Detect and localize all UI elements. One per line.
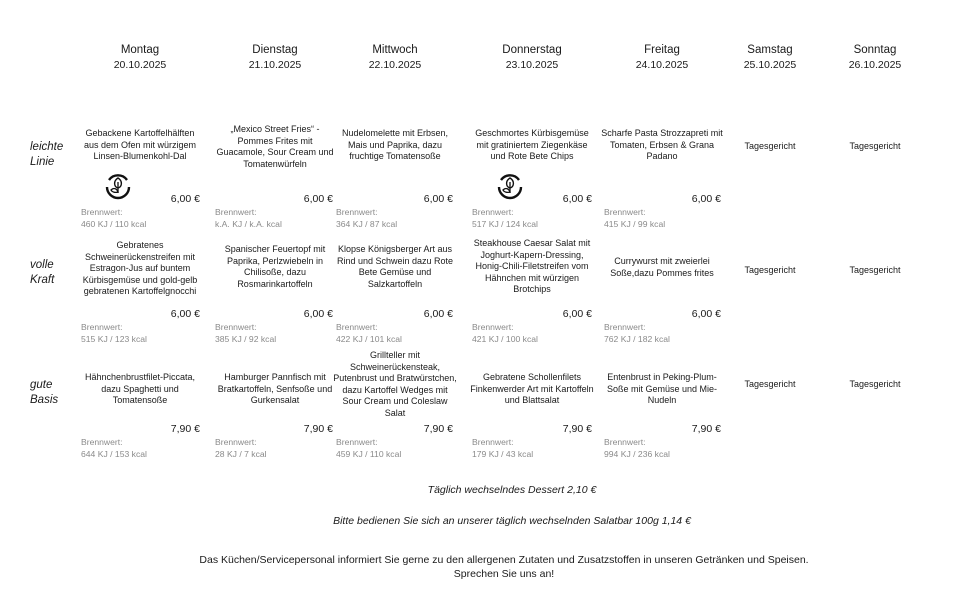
nutrition-value: 460 KJ / 110 kcal xyxy=(81,219,147,229)
nutrition-label: Brennwert: xyxy=(336,322,378,332)
nutrition-label: Brennwert: xyxy=(215,207,257,217)
day-name: Mittwoch xyxy=(372,44,418,56)
day-name: Samstag xyxy=(747,44,793,56)
row-label-line: Linie xyxy=(30,156,55,168)
nutrition-value: 517 KJ / 124 kcal xyxy=(472,219,538,229)
dish-description: Geschmortes Kürbisgemüse mit gratiniertem Ziegenkäse und Rote Bete Chips xyxy=(475,128,589,162)
nutrition-info xyxy=(81,321,147,345)
price: 7,90 € xyxy=(303,423,333,435)
nutrition-value: 385 KJ / 92 kcal xyxy=(215,334,277,344)
row-label xyxy=(30,258,54,288)
nutrition-info xyxy=(604,436,670,460)
row-label-line: volle xyxy=(30,259,54,271)
row-label-line: Basis xyxy=(30,394,59,406)
price: 6,00 € xyxy=(691,308,721,320)
nutrition-value: 644 KJ / 153 kcal xyxy=(81,449,147,459)
nutrition-info xyxy=(336,436,401,460)
nutrition-label: Brennwert: xyxy=(472,437,514,447)
weekend-dish: Tagesgericht xyxy=(744,141,796,151)
vegetarian-leaf-icon xyxy=(495,171,525,201)
dish-description: Hamburger Pannfisch mit Bratkartoffeln, Senfsoße und Gurkensalat xyxy=(217,372,333,406)
nutrition-value: 994 KJ / 236 kcal xyxy=(604,449,670,459)
day-name: Sonntag xyxy=(853,44,897,56)
dish-description: Gebratene Schollenfilets Finkenwerder Art mit Kartoffeln und Blattsalat xyxy=(470,372,594,406)
day-header xyxy=(220,43,330,73)
day-name: Dienstag xyxy=(252,44,298,56)
nutrition-value: 179 KJ / 43 kcal xyxy=(472,449,534,459)
nutrition-label: Brennwert: xyxy=(604,322,646,332)
nutrition-value: 762 KJ / 182 kcal xyxy=(604,334,670,344)
nutrition-label: Brennwert: xyxy=(215,437,257,447)
price: 6,00 € xyxy=(423,308,453,320)
day-header xyxy=(820,43,930,73)
dish-description: Grillteller mit Schweinerückensteak, Putenbrust und Bratwürstchen, dazu Kartoffel Wedges mit Sour Cream und Coleslaw Salat xyxy=(333,350,457,418)
price: 6,00 € xyxy=(562,308,592,320)
price: 7,90 € xyxy=(562,423,592,435)
day-header xyxy=(607,43,717,73)
row-label-line: gute xyxy=(30,379,53,391)
nutrition-label: Brennwert: xyxy=(81,322,123,332)
nutrition-info xyxy=(604,206,665,230)
dish-description: Currywurst mit zweierlei Soße,dazu Pommes frites xyxy=(610,256,714,278)
day-date: 26.10.2025 xyxy=(848,59,902,71)
vegetarian-leaf-icon xyxy=(103,171,133,201)
dessert-note: Täglich wechselndes Dessert 2,10 € xyxy=(427,484,597,496)
dish-description: Gebratenes Schweinerückenstreifen mit Estragon-Jus auf buntem Kürbisgemüse und gold-gelb gebratenen Kartoffelgnocchi xyxy=(82,240,198,297)
day-date: 22.10.2025 xyxy=(368,59,422,71)
salatbar-note: Bitte bedienen Sie sich an unserer täglich wechselnden Salatbar 100g 1,14 € xyxy=(333,515,691,527)
weekend-dish: Tagesgericht xyxy=(849,379,901,389)
nutrition-label: Brennwert: xyxy=(215,322,257,332)
day-date: 21.10.2025 xyxy=(248,59,302,71)
price: 6,00 € xyxy=(303,193,333,205)
nutrition-info xyxy=(604,321,670,345)
weekend-dish: Tagesgericht xyxy=(849,265,901,275)
dish-description: Spanischer Feuertopf mit Paprika, Perlzwiebeln in Chilisoße, dazu Rosmarinkartoffeln xyxy=(224,244,326,289)
nutrition-label: Brennwert: xyxy=(604,437,646,447)
day-date: 25.10.2025 xyxy=(743,59,797,71)
dish-description: Entenbrust in Peking-Plum-Soße mit Gemüse und Mie-Nudeln xyxy=(606,372,718,406)
day-header xyxy=(340,43,450,73)
nutrition-info xyxy=(336,206,397,230)
day-header xyxy=(85,43,195,73)
allergen-note-line1: Das Küchen/Servicepersonal informiert Sie gerne zu den allergenen Zutaten und Zusatzstoffen in unseren Getränken und Speisen. xyxy=(199,554,809,566)
nutrition-value: 515 KJ / 123 kcal xyxy=(81,334,147,344)
row-label xyxy=(30,140,63,170)
nutrition-info xyxy=(472,436,533,460)
dish-description: Hähnchenbrustfilet-Piccata, dazu Spaghetti und Tomatensoße xyxy=(84,372,196,406)
nutrition-info xyxy=(472,321,538,345)
row-label xyxy=(30,378,58,408)
nutrition-label: Brennwert: xyxy=(604,207,646,217)
weekend-dish: Tagesgericht xyxy=(849,141,901,151)
weekend-dish: Tagesgericht xyxy=(744,379,796,389)
day-header xyxy=(477,43,587,73)
row-label-line: leichte xyxy=(30,141,64,153)
price: 7,90 € xyxy=(170,423,200,435)
price: 7,90 € xyxy=(691,423,721,435)
nutrition-value: 421 KJ / 100 kcal xyxy=(472,334,538,344)
price: 6,00 € xyxy=(170,308,200,320)
price: 6,00 € xyxy=(562,193,592,205)
row-label-line: Kraft xyxy=(30,274,55,286)
day-date: 20.10.2025 xyxy=(113,59,167,71)
nutrition-value: 422 KJ / 101 kcal xyxy=(336,334,402,344)
nutrition-info xyxy=(472,206,538,230)
day-header xyxy=(715,43,825,73)
dish-description: Klopse Königsberger Art aus Rind und Schwein dazu Rote Bete Gemüse und Salzkartoffeln xyxy=(336,244,454,289)
nutrition-info xyxy=(336,321,402,345)
price: 6,00 € xyxy=(170,193,200,205)
weekend-dish: Tagesgericht xyxy=(744,265,796,275)
nutrition-label: Brennwert: xyxy=(472,322,514,332)
dish-description: Nudelomelette mit Erbsen, Mais und Paprika, dazu fruchtige Tomatensoße xyxy=(341,128,449,162)
day-name: Freitag xyxy=(644,44,680,56)
nutrition-value: k.A. KJ / k.A. kcal xyxy=(215,219,282,229)
day-date: 24.10.2025 xyxy=(635,59,689,71)
allergen-note-line2: Sprechen Sie uns an! xyxy=(453,568,555,580)
price: 6,00 € xyxy=(691,193,721,205)
nutrition-value: 364 KJ / 87 kcal xyxy=(336,219,398,229)
nutrition-label: Brennwert: xyxy=(336,437,378,447)
nutrition-info xyxy=(215,206,282,230)
price: 6,00 € xyxy=(423,193,453,205)
nutrition-label: Brennwert: xyxy=(81,207,123,217)
dish-description: „Mexico Street Fries“ - Pommes Frites mit Guacamole, Sour Cream und Tomatenwürfeln xyxy=(216,124,334,169)
nutrition-value: 415 KJ / 99 kcal xyxy=(604,219,666,229)
nutrition-info xyxy=(215,436,267,460)
nutrition-info xyxy=(81,436,147,460)
nutrition-label: Brennwert: xyxy=(336,207,378,217)
dish-description: Steakhouse Caesar Salat mit Joghurt-Kapern-Dressing, Honig-Chili-Filetstreifen vom Hähnchen mit würzigen Brotchips xyxy=(473,238,591,295)
nutrition-value: 28 KJ / 7 kcal xyxy=(215,449,267,459)
nutrition-label: Brennwert: xyxy=(472,207,514,217)
nutrition-label: Brennwert: xyxy=(81,437,123,447)
dish-description: Scharfe Pasta Strozzapreti mit Tomaten, Erbsen & Grana Padano xyxy=(601,128,723,162)
day-date: 23.10.2025 xyxy=(505,59,559,71)
day-name: Donnerstag xyxy=(502,44,562,56)
nutrition-info xyxy=(81,206,146,230)
dish-description: Gebackene Kartoffelhälften aus dem Ofen mit würzigem Linsen-Blumenkohl-Dal xyxy=(83,128,197,162)
nutrition-value: 459 KJ / 110 kcal xyxy=(336,449,402,459)
day-name: Montag xyxy=(120,44,160,56)
nutrition-info xyxy=(215,321,276,345)
price: 6,00 € xyxy=(303,308,333,320)
price: 7,90 € xyxy=(423,423,453,435)
